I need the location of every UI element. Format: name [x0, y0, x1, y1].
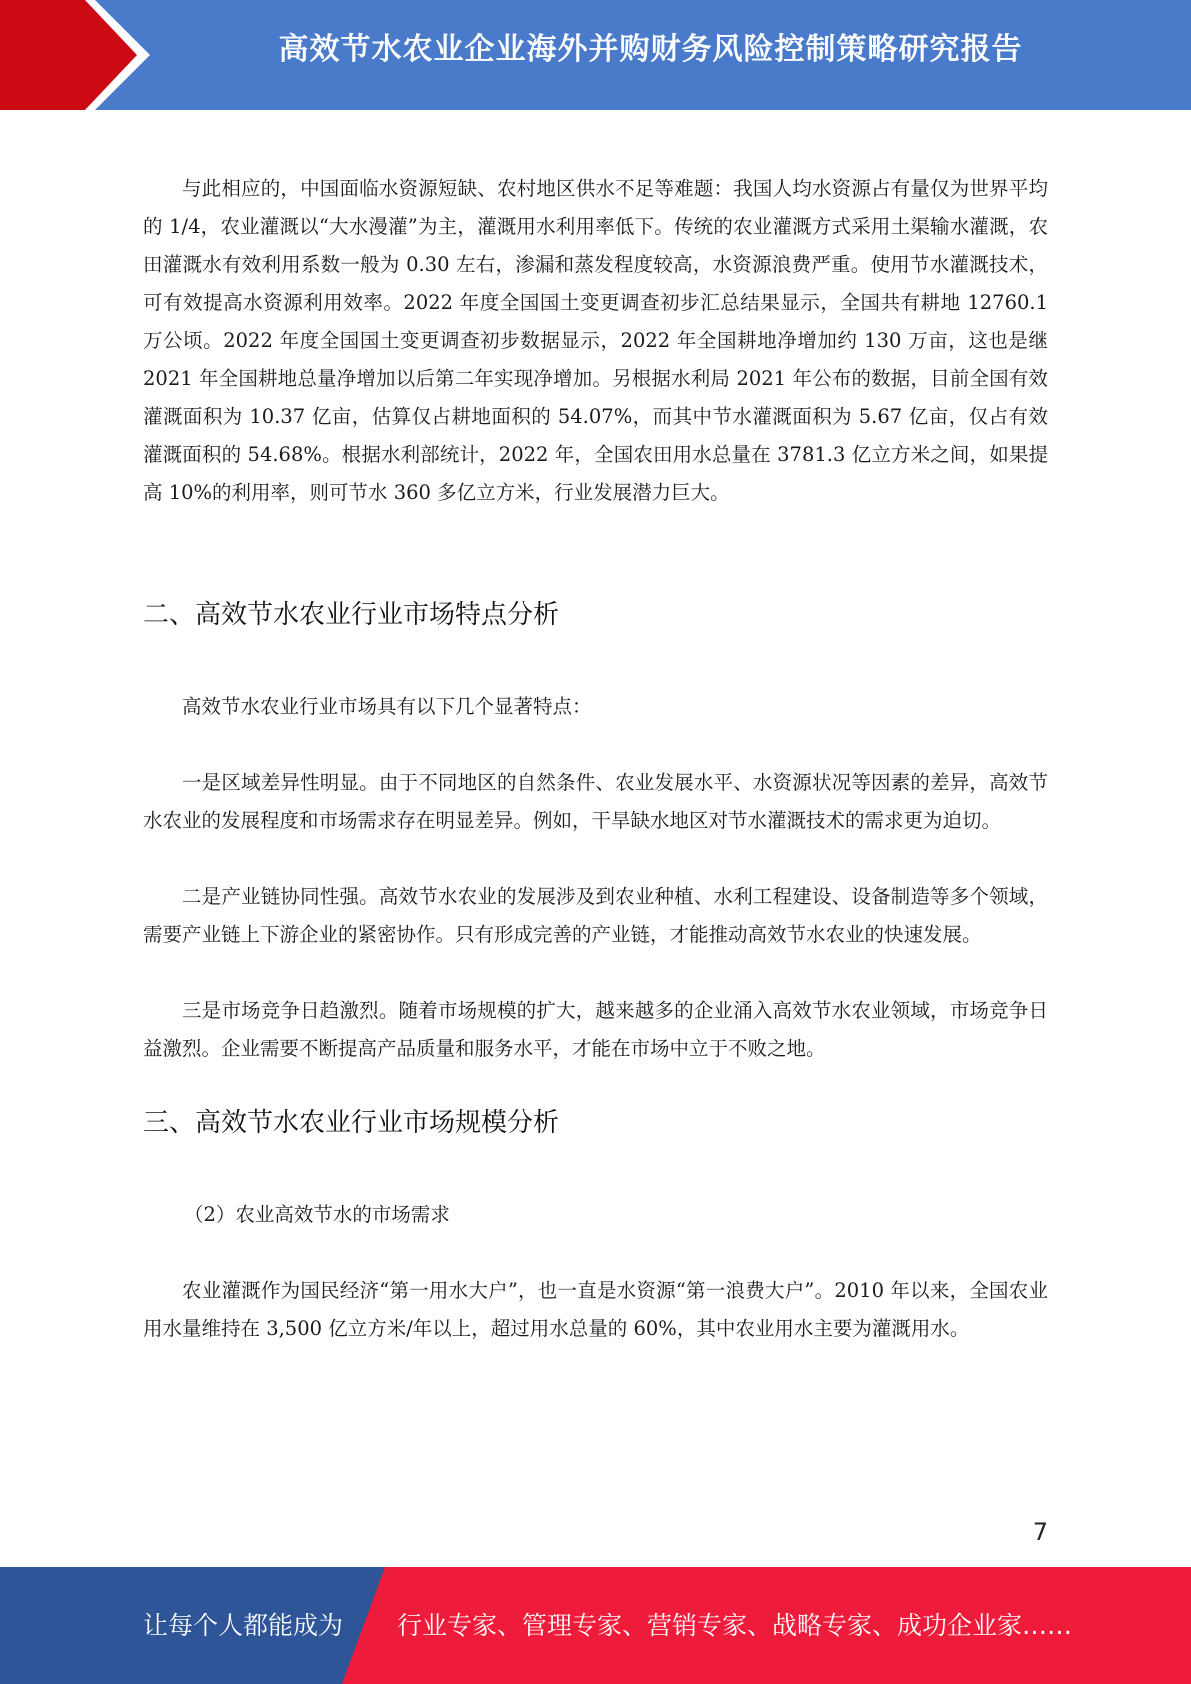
section-3-paragraph: 农业灌溉作为国民经济“第一用水大户”，也一直是水资源“第一浪费大户”。2010 年以来，全国农业用水量维持在 3,500 亿立方米/年以上，超过用水总量的 60%，其中农业用水主要为灌溉用水。 — [143, 1279, 1048, 1340]
red-arrow-icon — [0, 0, 150, 110]
section-2-lead: 高效节水农业行业市场具有以下几个显著特点： — [182, 695, 592, 718]
footer-slogan-left: 让每个人都能成为 — [143, 1611, 344, 1640]
footer-banner — [0, 1567, 1191, 1684]
header-banner — [0, 0, 1191, 110]
section-3-heading: 三、高效节水农业行业市场规模分析 — [143, 1108, 560, 1138]
section-2-point-2: 二是产业链协同性强。高效节水农业的发展涉及到农业种植、水利工程建设、设备制造等多个领域，需要产业链上下游企业的紧密协作。只有形成完善的产业链，才能推动高效节水农业的快速发展。 — [143, 885, 1048, 946]
section-2-point-1: 一是区域差异性明显。由于不同地区的自然条件、农业发展水平、水资源状况等因素的差异，高效节水农业的发展程度和市场需求存在明显差异。例如，干旱缺水地区对节水灌溉技术的需求更为迫切。 — [143, 771, 1048, 832]
section-2-heading: 二、高效节水农业行业市场特点分析 — [143, 600, 560, 630]
page-content — [143, 170, 1048, 1348]
footer-slogan-right: 行业专家、管理专家、营销专家、战略专家、成功企业家…… — [397, 1611, 1073, 1640]
section-2-point-3: 三是市场竞争日趋激烈。随着市场规模的扩大，越来越多的企业涌入高效节水农业领域，市场竞争日益激烈。企业需要不断提高产品质量和服务水平，才能在市场中立于不败之地。 — [143, 999, 1048, 1060]
section-3-subheading: （2）农业高效节水的市场需求 — [184, 1203, 450, 1226]
report-title: 高效节水农业企业海外并购财务风险控制策略研究报告 — [278, 32, 1023, 67]
page-number: 7 — [1032, 1518, 1048, 1546]
intro-paragraph: 与此相应的，中国面临水资源短缺、农村地区供水不足等难题：我国人均水资源占有量仅为世界平均的 1/4，农业灌溉以“大水漫灌”为主，灌溉用水利用率低下。传统的农业灌溉方式采用土渠输水灌溉，农田灌溉水有效利用系数一般为 0.30 左右，渗漏和蒸发程度较高，水资源浪费严重。使用节水灌溉技术，可有效提高水资源利用效率。2022 年度全国国土变更调查初步汇总结果显示，全国共有耕地 12760.1 万公顷。2022 年度全国国土变更调查初步数据显示，2022 年全国耕地净增加约 130 万亩，这也是继 2021 年全国耕地总量净增加以后第二年实现净增加。另根据水利局 2021 年公布的数据，目前全国有效灌溉面积为 10.37 亿亩，估算仅占耕地面积的 54.07%，而其中节水灌溉面积为 5.67 亿亩，仅占有效灌溉面积的 54.68%。根据水利部统计，2022 年，全国农田用水总量在 3781.3 亿立方米之间，如果提高 10%的利用率，则可节水 360 多亿立方米，行业发展潜力巨大。 — [143, 177, 1048, 504]
